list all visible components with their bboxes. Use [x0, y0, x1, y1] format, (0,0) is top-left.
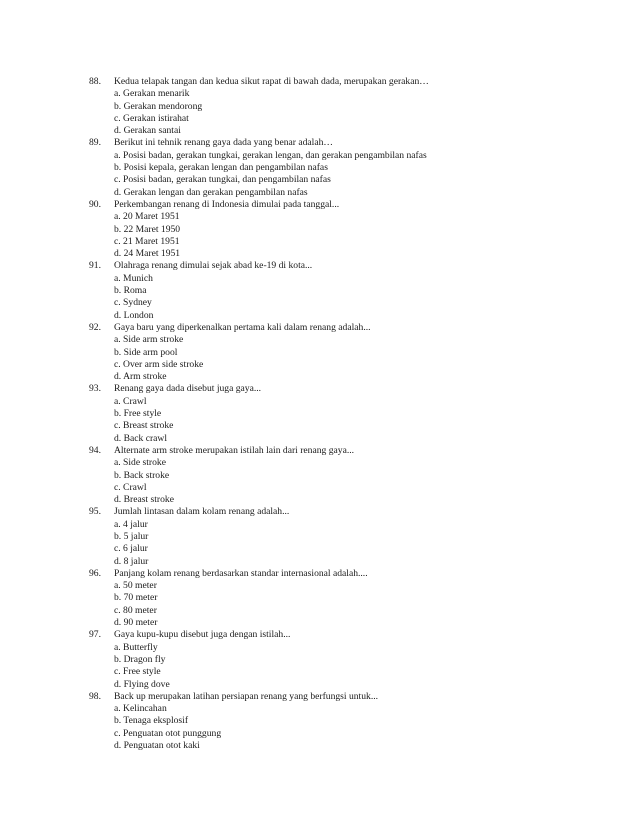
question-item [89, 568, 609, 629]
question-item [89, 260, 609, 321]
question-number: 96. [89, 567, 101, 579]
answer-option: c. Free style [114, 666, 161, 678]
question-line [89, 76, 609, 88]
question-line [89, 568, 609, 580]
answer-option: d. London [114, 309, 154, 321]
question-line [89, 199, 609, 211]
answer-option: c. Crawl [114, 481, 147, 493]
question-item [89, 383, 609, 444]
question-text: Perkembangan renang di Indonesia dimulai pada tanggal... [114, 198, 340, 210]
answer-option: b. Back stroke [114, 469, 170, 481]
question-text: Olahraga renang dimulai sejak abad ke-19 di kota... [114, 260, 313, 272]
answer-option: a. 4 jalur [114, 518, 148, 530]
question-line [89, 260, 609, 272]
question-item [89, 137, 609, 198]
question-number: 90. [89, 198, 101, 210]
answer-option: d. 24 Maret 1951 [114, 248, 181, 260]
answer-option: d. Gerakan santai [114, 125, 181, 137]
answer-option: c. Gerakan istirahat [114, 112, 189, 124]
question-number: 97. [89, 629, 101, 641]
question-item [89, 629, 609, 690]
answer-option: a. Side stroke [114, 457, 166, 469]
question-number: 91. [89, 260, 101, 272]
answer-option: b. Dragon fly [114, 653, 166, 665]
answer-option: d. 8 jalur [114, 555, 149, 567]
question-number: 92. [89, 321, 101, 333]
question-text: Renang gaya dada disebut juga gaya... [114, 383, 262, 395]
answer-option: a. Munich [114, 272, 153, 284]
answer-option: a. Side arm stroke [114, 334, 184, 346]
question-text: Kedua telapak tangan dan kedua sikut rapat di bawah dada, merupakan gerakan… [114, 76, 429, 87]
question-text: Gaya kupu-kupu disebut juga dengan istilah... [114, 629, 291, 641]
answer-option: a. Crawl [114, 395, 147, 407]
answer-option: d. Penguatan otot kaki [114, 740, 200, 752]
question-text: Jumlah lintasan dalam kolam renang adalah... [114, 506, 290, 518]
answer-option: d. Breast stroke [114, 494, 174, 506]
question-list [89, 76, 609, 752]
question-text: Gaya baru yang diperkenalkan pertama kali dalam renang adalah... [114, 321, 371, 333]
answer-option: b. 22 Maret 1950 [114, 223, 181, 235]
question-number: 89. [89, 137, 101, 149]
answer-option: c. Over arm side stroke [114, 358, 204, 370]
answer-option: b. 5 jalur [114, 530, 149, 542]
question-item [89, 506, 609, 567]
question-item [89, 199, 609, 260]
question-line [89, 137, 609, 149]
question-number: 88. [89, 76, 101, 87]
answer-option: c. Breast stroke [114, 420, 174, 432]
answer-option: c. 21 Maret 1951 [114, 235, 180, 247]
question-number: 98. [89, 690, 101, 702]
question-line [89, 629, 609, 641]
answer-option: d. Flying dove [114, 678, 170, 690]
answer-option: a. Kelincahan [114, 703, 167, 715]
answer-option: d. 90 meter [114, 617, 158, 629]
answer-option: b. Side arm pool [114, 346, 178, 358]
answer-option: c. Posisi badan, gerakan tungkai, dan pengambilan nafas [114, 174, 331, 186]
question-text: Back up merupakan latihan persiapan renang yang berfungsi untuk... [114, 690, 379, 702]
question-item [89, 322, 609, 383]
answer-option: a. 20 Maret 1951 [114, 211, 180, 223]
answer-option: b. Roma [114, 285, 147, 297]
answer-option: c. 6 jalur [114, 543, 148, 555]
question-number: 94. [89, 444, 101, 456]
question-line [89, 445, 609, 457]
question-line [89, 383, 609, 395]
answer-option: c. Penguatan otot punggung [114, 727, 222, 739]
answer-option: d. Arm stroke [114, 371, 167, 383]
answer-option: b. Posisi kepala, gerakan lengan dan pengambilan nafas [114, 162, 328, 174]
answer-option: a. 50 meter [114, 580, 157, 592]
answer-option: a. Gerakan menarik [114, 88, 190, 100]
answer-option: b. Gerakan mendorong [114, 100, 203, 112]
answer-option: b. Free style [114, 408, 162, 420]
question-item [89, 445, 609, 506]
answer-option: c. Sydney [114, 297, 152, 309]
answer-option: c. 80 meter [114, 604, 157, 616]
question-line [89, 322, 609, 334]
question-line [89, 691, 609, 703]
answer-option: b. 70 meter [114, 592, 158, 604]
answer-option: d. Gerakan lengan dan gerakan pengambilan nafas [114, 186, 308, 198]
answer-option: a. Posisi badan, gerakan tungkai, gerakan lengan, dan gerakan pengambilan nafas [114, 149, 427, 161]
question-text: Alternate arm stroke merupakan istilah lain dari renang gaya... [114, 444, 355, 456]
answer-option: d. Back crawl [114, 432, 168, 444]
question-item [89, 76, 609, 137]
question-item [89, 691, 609, 752]
question-text: Berikut ini tehnik renang gaya dada yang benar adalah… [114, 137, 333, 149]
answer-option: a. Butterfly [114, 641, 158, 653]
question-number: 93. [89, 383, 101, 395]
question-number: 95. [89, 506, 101, 518]
question-text: Panjang kolam renang berdasarkan standar internasional adalah.... [114, 567, 368, 579]
question-line [89, 506, 609, 518]
answer-option: b. Tenaga eksplosif [114, 715, 189, 727]
